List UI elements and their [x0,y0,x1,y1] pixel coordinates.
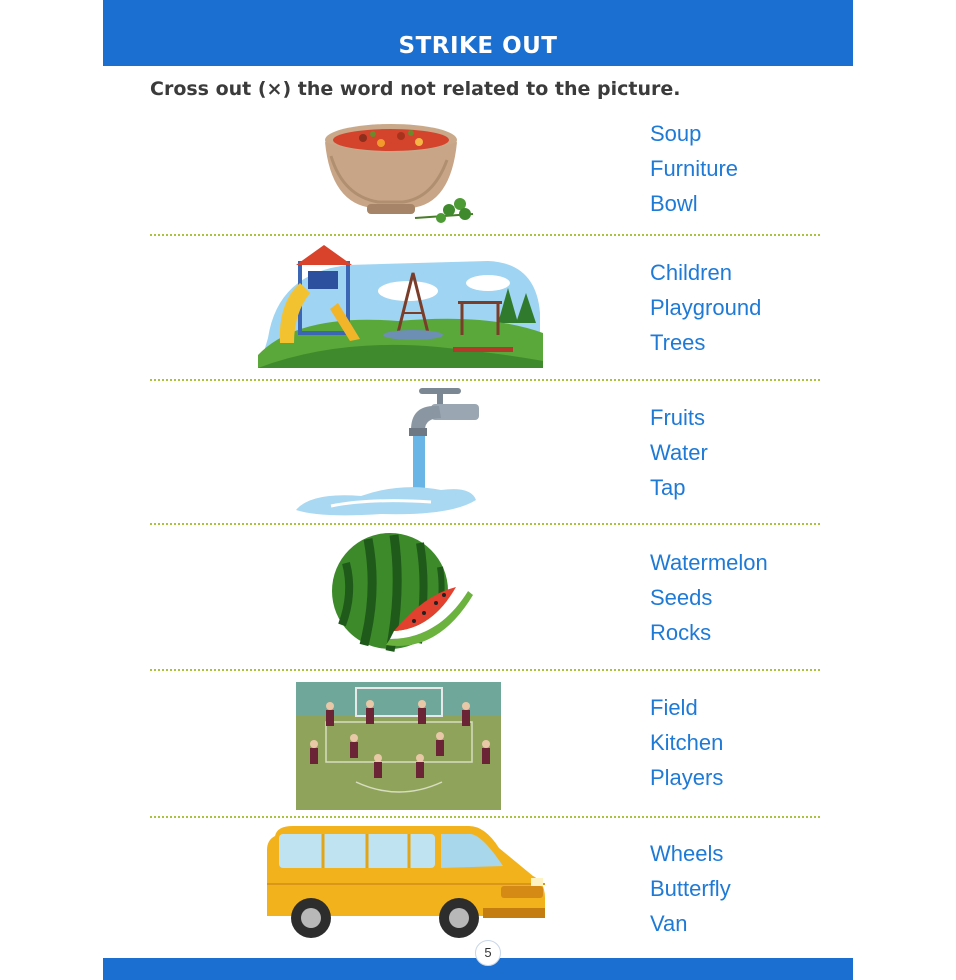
playground-image [258,243,543,368]
dotted-divider [150,379,820,381]
word-option[interactable]: Furniture [650,156,739,181]
item-row-football-field [103,690,853,808]
word-option[interactable]: Seeds [650,585,713,610]
item-row-playground [103,255,853,373]
word-list [650,690,723,795]
word-option[interactable]: Van [650,911,688,936]
word-list [650,116,738,221]
van-image [263,824,548,942]
word-list [650,836,731,941]
item-row-watermelon [103,545,853,663]
word-option[interactable]: Wheels [650,841,724,866]
word-option[interactable]: Tap [650,475,686,500]
word-option[interactable]: Children [650,260,732,285]
word-option[interactable]: Watermelon [650,550,768,575]
item-row-water-tap [103,400,853,518]
page-number: 5 [475,940,501,966]
word-option[interactable]: Rocks [650,620,712,645]
word-list [650,255,761,360]
word-option[interactable]: Playground [650,295,762,320]
dotted-divider [150,523,820,525]
word-list [650,545,768,650]
football-field-image [296,682,501,810]
word-option[interactable]: Players [650,765,724,790]
word-option[interactable]: Fruits [650,405,705,430]
word-option[interactable]: Soup [650,121,702,146]
word-option[interactable]: Trees [650,330,706,355]
instruction-text: Cross out (×) the word not related to the picture. [150,78,681,100]
item-row-van [103,836,853,954]
item-row-soup [103,116,853,234]
word-option[interactable]: Butterfly [650,876,731,901]
page-title: STRIKE OUT [398,33,558,59]
soup-bowl-image [323,116,483,234]
word-option[interactable]: Bowl [650,191,698,216]
header-bar [103,0,853,66]
water-tap-image [291,386,486,518]
dotted-divider [150,234,820,236]
word-option[interactable]: Water [650,440,708,465]
word-option[interactable]: Kitchen [650,730,724,755]
dotted-divider [150,816,820,818]
word-list [650,400,708,505]
word-option[interactable]: Field [650,695,698,720]
watermelon-image [328,533,478,659]
dotted-divider [150,669,820,671]
worksheet-page [103,0,853,980]
